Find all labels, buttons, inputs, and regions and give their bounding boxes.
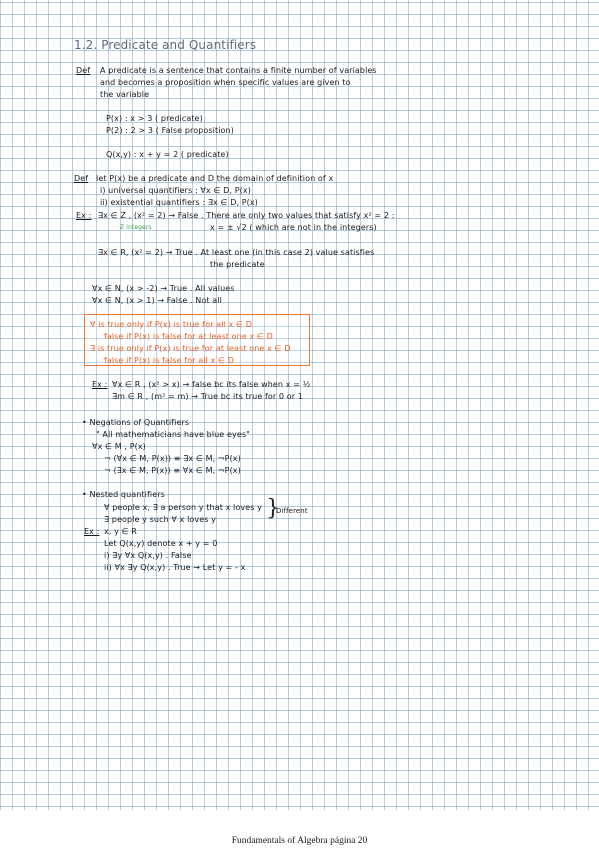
math-line: ¬ (∀x ∈ M, P(x)) ≡ ∃x ∈ M, ¬P(x) — [104, 454, 241, 463]
brace-note: Different — [276, 507, 308, 515]
margin-note: Z integers — [120, 224, 152, 231]
def-text: let P(x) be a predicate and D the domain of definition of x — [96, 174, 334, 183]
example-line: P(2) : 2 > 3 ( False proposition) — [106, 126, 234, 135]
math-line: ii) ∀x ∃y Q(x,y) . True → Let y = - x — [104, 563, 246, 572]
def-text: the variable — [100, 90, 150, 99]
math-line: x, y ∈ R — [104, 527, 137, 536]
brace-symbol: } — [266, 496, 280, 521]
summary-line: ∃ is true only if P(x) is true for at least one x ∈ D — [90, 344, 291, 353]
section-heading: • Negations of Quantifiers — [82, 418, 190, 427]
math-line: ∃ people y such ∀ x loves y — [104, 515, 216, 524]
quote-line: " All mathematicians have blue eyes" — [96, 430, 250, 439]
page-title: 1.2. Predicate and Quantifiers — [74, 38, 257, 52]
def-item: i) universal quantifiers : ∀x ∈ D, P(x) — [100, 186, 251, 195]
def-text: and becomes a proposition when specific values are given to — [100, 78, 351, 87]
example-line: ∀x ∈ R , (x² > x) → false bc its false when x = ½ — [112, 380, 311, 389]
example-line: ∀x ∈ N, (x > -2) → True . All values — [92, 284, 235, 293]
example-label: Ex : — [76, 211, 92, 220]
summary-line: false if P(x) is false for at least one x ∈ D — [104, 332, 273, 341]
example-line: Q(x,y) : x + y = 2 ( predicate) — [106, 150, 229, 159]
example-line: ∃x ∈ R, (x² = 2) → True . At least one (in this case 2) value satisfies — [98, 248, 375, 257]
example-label: Ex : — [92, 380, 108, 389]
math-line: i) ∃y ∀x Q(x,y) . False — [104, 551, 192, 560]
math-line: ¬ (∃x ∈ M, P(x)) ≡ ∀x ∈ M, ¬P(x) — [104, 466, 241, 475]
def-text: A predicate is a sentence that contains a finite number of variables — [100, 66, 377, 75]
section-heading: • Nested quantifiers — [82, 490, 165, 499]
def-item: ii) existential quantifiers : ∃x ∈ D, P(x) — [100, 198, 258, 207]
math-line: Let Q(x,y) denote x + y = 0 — [104, 539, 218, 548]
example-line: P(x) : x > 3 ( predicate) — [106, 114, 203, 123]
math-line: ∀x ∈ M , P(x) — [92, 442, 146, 451]
example-line: x = ± √2 ( which are not in the integers) — [210, 223, 377, 232]
summary-line: ∀ is true only if P(x) is true for all x ∈ D — [90, 320, 252, 329]
example-line: ∀x ∈ N, (x > 1) → False . Not all — [92, 296, 222, 305]
summary-line: false if P(x) is false for all x ∈ D — [104, 356, 234, 365]
math-line: ∀ people x, ∃ a person y that x loves y — [104, 503, 262, 512]
page-footer: Fundamentals of Algebra página 20 — [231, 836, 368, 846]
example-line: the predicate — [210, 260, 265, 269]
example-line: ∃m ∈ R , (m² = m) → True bc its true for 0 or 1 — [112, 392, 303, 401]
def-label: Def — [76, 66, 91, 75]
example-label: Ex : — [84, 527, 100, 536]
def-label: Def — [74, 174, 89, 183]
example-line: ∃x ∈ Z , (x² = 2) → False . There are only two values that satisfy x² = 2 : — [98, 211, 395, 220]
